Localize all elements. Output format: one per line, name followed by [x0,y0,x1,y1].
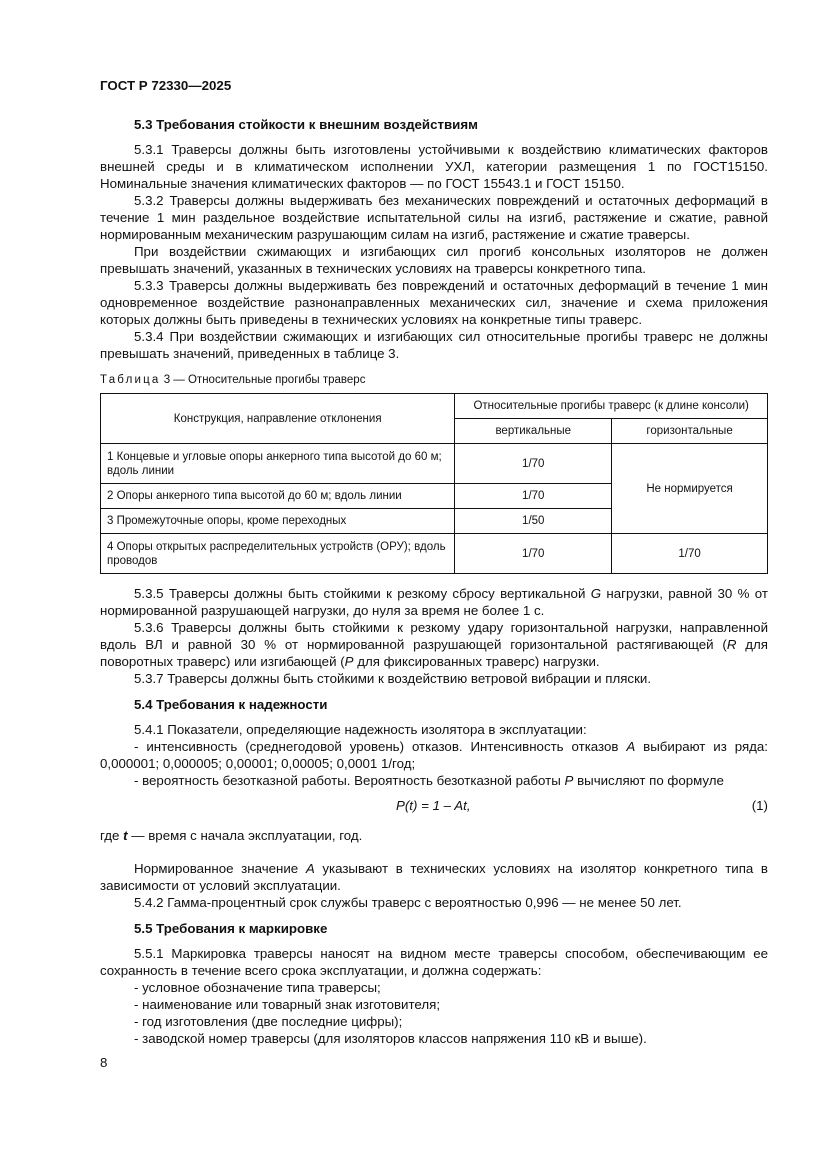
cell-horizontal: 1/70 [612,534,768,574]
list-item-reliability: - вероятность безотказной работы. Вероятность безотказной работы P вычисляют по формуле [134,773,724,788]
formula: P(t) = 1 – At, [396,798,471,813]
paragraph-deflection-note: При воздействии сжимающих и изгибающих сил прогиб консольных изоляторов не должен превышать значений, указанных в технических условиях на траверсы конкретного типа. [100,244,768,276]
section-5-3-heading: 5.3 Требования стойкости к внешним воздействиям [134,117,478,132]
section-5-4-heading: 5.4 Требования к надежности [134,697,328,712]
list-item: - наименование или товарный знак изготовителя; [134,997,441,1012]
document-header: ГОСТ Р 72330—2025 [100,78,232,93]
table-caption-text: 3 — Относительные прогибы траверс [163,374,366,386]
paragraph-5-4-1: 5.4.1 Показатели, определяющие надежность изолятора в эксплуатации: [134,722,587,737]
cell-horizontal-merged: Не нормируется [612,444,768,534]
cell-vertical: 1/70 [455,444,612,484]
paragraph-5-5-1: 5.5.1 Маркировка траверсы наносят на видном месте траверсы способом, обеспечивающим ее сохранность в течение всего срока эксплуатации, и должна содержать: [100,946,768,978]
cell-vertical: 1/70 [455,534,612,574]
paragraph-5-3-5: 5.3.5 Траверсы должны быть стойкими к резкому сбросу вертикальной G нагрузки, равной 30 % от нормированной разрушающей нагрузки, до нуля за время не более 1 с. [100,586,768,618]
paragraph-5-3-6: 5.3.6 Траверсы должны быть стойкими к резкому удару горизонтальной нагрузки, направленной вдоль ВЛ и равной 30 % от нормированной разрушающей горизонтальной растягивающей (R для поворотных траверс) или изгибающей (P для фиксированных траверс) нагрузки. [100,620,768,669]
page-number: 8 [100,1055,108,1070]
paragraph-normalized-value: Нормированное значение A указывают в технических условиях на изолятор конкретного типа в зависимости от условий эксплуатации. [100,861,768,893]
table-caption-label: Таблица [100,374,161,386]
table-row [101,444,768,484]
formula-where: где t — время с начала эксплуатации, год. [100,828,363,843]
paragraph-5-3-3: 5.3.3 Траверсы должны выдерживать без повреждений и остаточных деформаций в течение 1 мин одновременное воздействие разнонаправленных механических сил, значение и схема приложения которых должны быть приведены в технических условиях на конкретные типы траверс. [100,278,768,327]
paragraph-5-3-4: 5.3.4 При воздействии сжимающих и изгибающих сил относительные прогибы траверс не должны превышать значений, приведенных в таблице 3. [100,329,768,361]
list-item: - условное обозначение типа траверсы; [134,980,381,995]
formula-block [100,795,768,817]
header-vertical: вертикальные [455,419,612,444]
cell-vertical: 1/70 [455,484,612,509]
cell-construction: 4 Опоры открытых распределительных устройств (ОРУ); вдоль проводов [101,534,455,574]
document-body [100,116,768,1047]
formula-number: (1) [751,798,768,813]
paragraph-5-3-1: 5.3.1 Траверсы должны быть изготовлены устойчивыми к воздействию климатических факторов внешней среды и в климатическом исполнении УХЛ, категории размещения 1 по ГОСТ15150. Номинальные значения климатических факторов — по ГОСТ 15543.1 и ГОСТ 15150. [100,142,768,191]
list-item-failure-rate: - интенсивность (среднегодовой уровень) отказов. Интенсивность отказов A выбирают из ряда: 0,000001; 0,000005; 0,00001; 0,00005; 0,0001 1/год; [100,739,768,771]
table-row [101,534,768,574]
table-caption [100,372,768,389]
paragraph-5-4-2: 5.4.2 Гамма-процентный срок службы траверс с вероятностью 0,996 — не менее 50 лет. [134,895,682,910]
header-deflection-group: Относительные прогибы траверс (к длине консоли) [455,394,768,419]
header-construction: Конструкция, направление отклонения [101,394,455,444]
header-horizontal: горизонтальные [612,419,768,444]
paragraph-5-3-7: 5.3.7 Траверсы должны быть стойкими к воздействию ветровой вибрации и пляски. [134,671,652,686]
deflection-table [100,393,768,574]
cell-construction: 2 Опоры анкерного типа высотой до 60 м; вдоль линии [101,484,455,509]
cell-construction: 1 Концевые и угловые опоры анкерного типа высотой до 60 м; вдоль линии [101,444,455,484]
list-item: - год изготовления (две последние цифры); [134,1014,403,1029]
list-item: - заводской номер траверсы (для изоляторов классов напряжения 110 кВ и выше). [134,1031,647,1046]
section-5-5-heading: 5.5 Требования к маркировке [134,921,328,936]
cell-vertical: 1/50 [455,509,612,534]
paragraph-5-3-2: 5.3.2 Траверсы должны выдерживать без механических повреждений и остаточных деформаций в течение 1 мин раздельное воздействие испытательной силы на изгиб, растяжение и сжатие, равной нормированным механическим разрушающим силам на изгиб, растяжение и сжатие траверсы. [100,193,768,242]
cell-construction: 3 Промежуточные опоры, кроме переходных [101,509,455,534]
